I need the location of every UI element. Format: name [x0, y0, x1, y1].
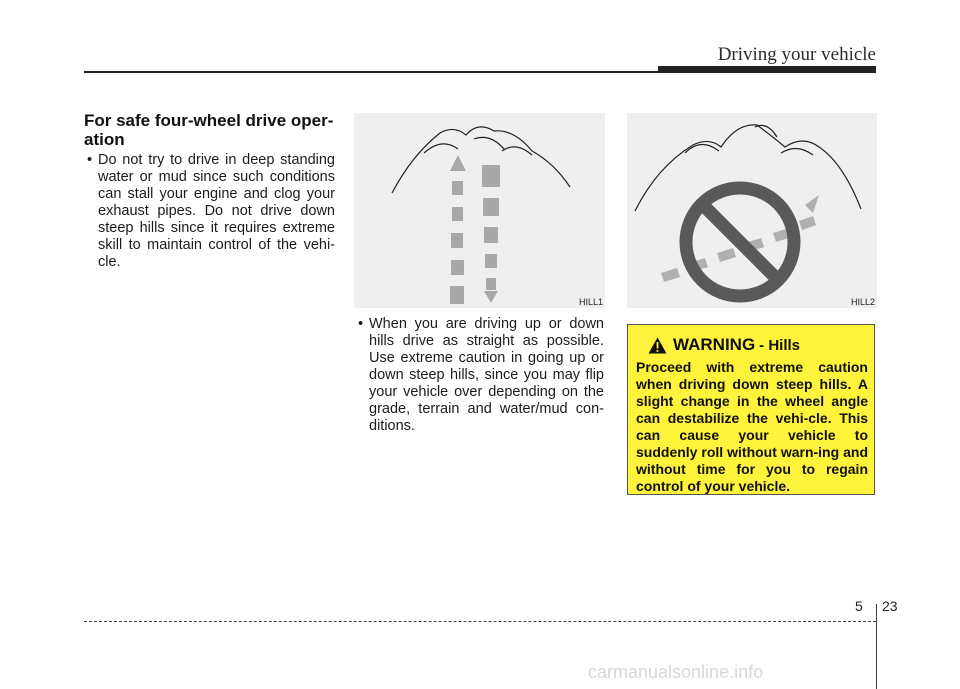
warning-subtitle: - Hills [759, 336, 801, 354]
warning-box [627, 324, 875, 495]
section-heading: For safe four-wheel drive oper-ation [84, 111, 334, 149]
hill2-illustration [627, 113, 877, 308]
warning-triangle-icon [648, 337, 667, 354]
header-rule-accent [658, 66, 876, 73]
page-header-title: Driving your vehicle [717, 44, 876, 65]
page-section-number: 5 [855, 598, 863, 614]
bullet-drive-straight: • When you are driving up or down hills drive as straight as possible. Use extreme caution in going up or down steep hills, since you may flip your vehicle over depending on the grade, terrain and water/mud con-ditions. [358, 316, 604, 434]
page-number: 23 [882, 598, 898, 614]
warning-header [648, 335, 800, 355]
bullet-dot: • [87, 152, 93, 168]
footer-divider [876, 604, 877, 689]
bullet-dot: • [358, 316, 364, 332]
figure-hill2 [627, 113, 877, 308]
watermark: carmanualsonline.info [588, 662, 764, 682]
footer-rule [84, 621, 876, 622]
figure-label: HILL1 [578, 297, 603, 307]
figure-hill1 [354, 113, 605, 308]
hill1-illustration [354, 113, 605, 308]
warning-body: Proceed with extreme caution when driving down steep hills. A slight change in the wheel angle can destabilize the vehi-cle. This can cause your vehicle to suddenly roll without warn-ing and without time for you to regain control of your vehicle. [636, 359, 868, 494]
warning-word: WARNING [673, 335, 756, 354]
prohibition-icon [686, 188, 794, 296]
figure-label: HILL2 [850, 297, 875, 307]
bullet-deep-water: • Do not try to drive in deep standing water or mud since such conditions can stall your engine and clog your exhaust pipes. Do not drive down steep hills since it requires extreme skill to maintain control of the vehi-cle. [87, 152, 335, 270]
